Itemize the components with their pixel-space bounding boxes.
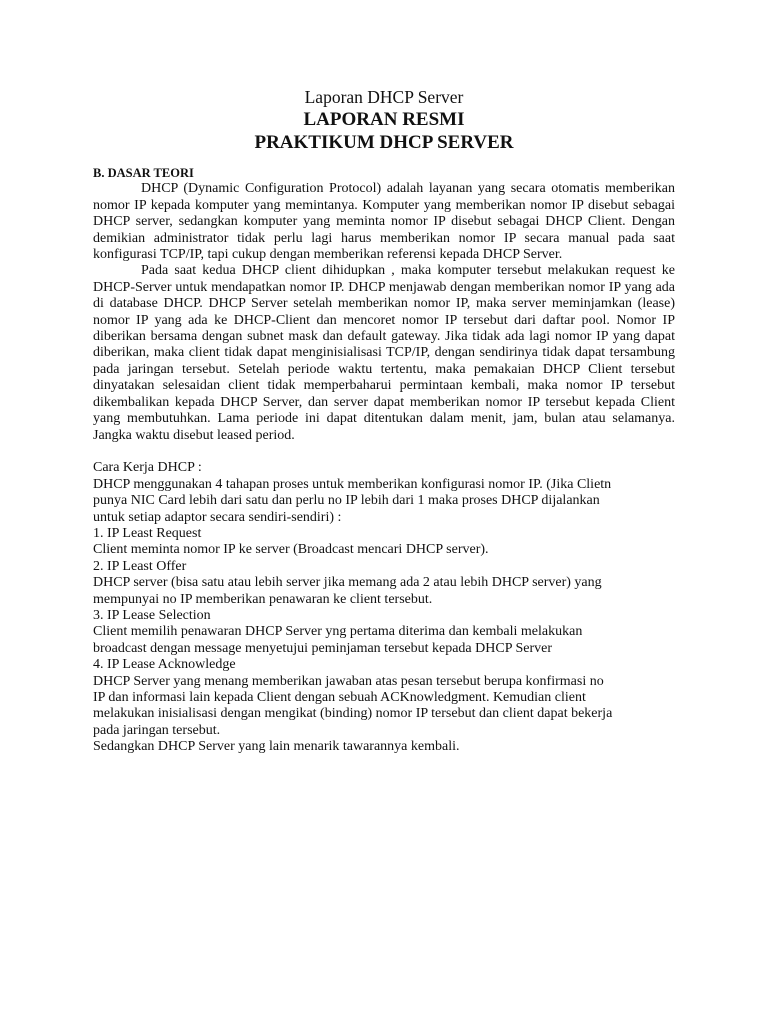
closing-line: Sedangkan DHCP Server yang lain menarik tawarannya kembali. <box>93 739 460 755</box>
step-description: Client meminta nomor IP ke server (Broadcast mencari DHCP server). <box>93 542 489 558</box>
step-description: melakukan inisialisasi dengan mengikat (binding) nomor IP tersebut dan client dapat bekerja <box>93 706 613 722</box>
document-title-line-1: LAPORAN RESMI <box>303 109 465 130</box>
cara-kerja-line: untuk setiap adaptor secara sendiri-sendiri) : <box>93 509 342 525</box>
document-subtitle: Laporan DHCP Server <box>304 87 464 107</box>
cara-kerja-heading: Cara Kerja DHCP : <box>93 460 202 476</box>
paragraph-dhcp-definition: DHCP (Dynamic Configuration Protocol) adalah layanan yang secara otomatis memberikan nomor IP kepada komputer yang memintanya. Komputer yang memberikan nomor IP disebut sebagai DHCP server, sedangkan komputer yang meminta nomor IP disebut sebagai DHCP Client. Dengan demikian administrator tidak perlu lagi harus memberikan nomor IP secara manual pada saat konfigurasi TCP/IP, tapi cukup dengan memberikan referensi kepada DHCP Server. <box>93 181 675 263</box>
step-description: DHCP Server yang menang memberikan jawaban atas pesan tersebut berupa konfirmasi no <box>93 673 604 689</box>
step-description: broadcast dengan message menyetujui peminjaman tersebut kepada DHCP Server <box>93 640 553 656</box>
cara-kerja-line: punya NIC Card lebih dari satu dan perlu no IP lebih dari 1 maka proses DHCP dijalankan <box>93 493 600 509</box>
document-body <box>93 165 675 756</box>
cara-kerja-line: DHCP menggunakan 4 tahapan proses untuk memberikan konfigurasi nomor IP. (Jika Clietn <box>93 476 612 492</box>
step-heading: 3. IP Lease Selection <box>93 607 211 623</box>
step-description: DHCP server (bisa satu atau lebih server jika memang ada 2 atau lebih DHCP server) yang <box>93 575 602 591</box>
section-heading: B. DASAR TEORI <box>93 166 194 180</box>
step-heading: 2. IP Least Offer <box>93 558 187 574</box>
step-description: mempunyai no IP memberikan penawaran ke client tersebut. <box>93 591 433 607</box>
paragraph-dhcp-lease-process: Pada saat kedua DHCP client dihidupkan , maka komputer tersebut melakukan request ke DHCP-Server untuk mendapatkan nomor IP. DHCP menjawab dengan memberikan nomor IP yang ada di database DHCP. DHCP Server setelah memberikan nomor IP, maka server meminjamkan (lease) nomor IP yang ada ke DHCP-Client dan mencoret nomor IP tersebut dari daftar pool. Nomor IP diberikan bersama dengan subnet mask dan default gateway. Jika tidak ada lagi nomor IP yang dapat diberikan, maka client tidak dapat menginisialisasi TCP/IP, dengan sendirinya tidak dapat tersambung pada jaringan tersebut. Setelah periode waktu tertentu, maka pemakaian DHCP Client tersebut dinyatakan selesaidan client tidak memperbaharui permintaan kembali, maka nomor IP tersebut dikembalikan kepada DHCP Server, dan server dapat memberikan nomor IP tersebut kepada Client yang membutuhkan. Lama periode ini dapat ditentukan dalam menit, jam, bulan atau selamanya. Jangka waktu disebut leased period. <box>93 263 675 443</box>
document-title-line-2: PRAKTIKUM DHCP SERVER <box>254 132 514 153</box>
step-heading: 4. IP Lease Acknowledge <box>93 657 236 673</box>
step-description: Client memilih penawaran DHCP Server yng pertama diterima dan kembali melakukan <box>93 624 583 640</box>
step-description: IP dan informasi lain kepada Client dengan sebuah ACKnowledgment. Kemudian client <box>93 689 586 705</box>
step-heading: 1. IP Least Request <box>93 525 202 541</box>
step-description: pada jaringan tersebut. <box>93 722 221 738</box>
paragraph-spacer <box>93 444 675 460</box>
